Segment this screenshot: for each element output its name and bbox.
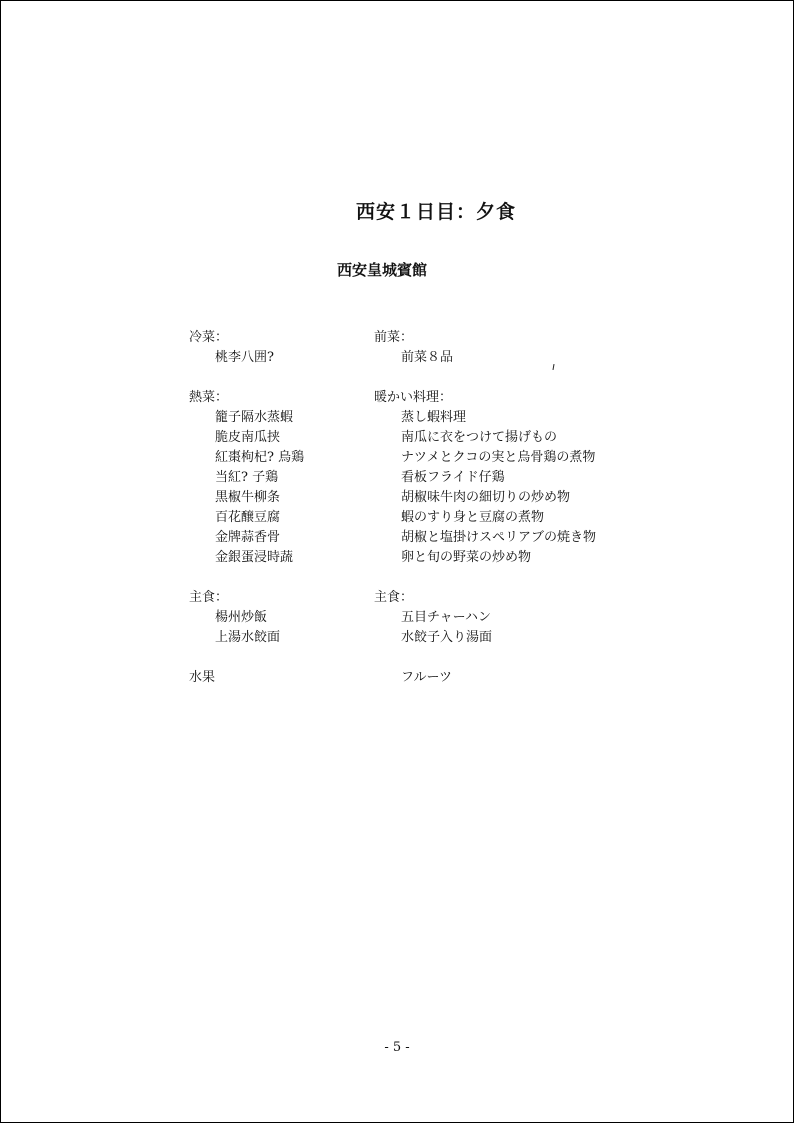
menu-item: ナツメとクコの実と烏骨鶏の煮物	[401, 450, 596, 465]
menu-item: 南瓜に衣をつけて揚げもの	[401, 430, 558, 445]
page-title: 西安１日目：夕食	[356, 201, 517, 223]
menu-item: 紅棗枸杞? 烏鶏	[215, 450, 305, 465]
section-heading-staple: 主食：	[189, 590, 229, 605]
fruit-heading: 水果	[189, 670, 216, 685]
menu-item: 看板フライド仔鶏	[401, 470, 505, 485]
section-heading-staple-jp: 主食：	[374, 590, 414, 605]
fruit-label-jp: フルーツ	[401, 670, 452, 685]
menu-item: 金銀蛋浸時蔬	[215, 550, 294, 565]
menu-item: 水餃子入り湯面	[401, 630, 493, 645]
menu-item: 籠子隔水蒸蝦	[215, 410, 294, 425]
menu-item: 蝦のすり身と豆腐の煮物	[401, 510, 545, 525]
chinese-menu-column	[189, 328, 304, 688]
menu-item: 前菜８品	[401, 350, 454, 365]
menu-item: 胡椒と塩掛けスペリアブの焼き物	[401, 530, 597, 545]
section-heading-appetizer: 前菜：	[374, 330, 414, 345]
menu-item: 胡椒味牛肉の細切りの炒め物	[401, 490, 571, 505]
section-heading-warm-dishes: 暖かい料理：	[374, 390, 453, 405]
menu-item: 卵と旬の野菜の炒め物	[401, 550, 532, 565]
menu-item: 五目チャーハン	[401, 610, 491, 625]
menu-item: 上湯水餃面	[215, 630, 281, 645]
menu-item: 黒椒牛柳条	[215, 490, 281, 505]
menu-item: 当紅? 子鶏	[215, 470, 279, 485]
menu-item: 楊州炒飯	[215, 610, 268, 625]
japanese-menu-column	[374, 328, 596, 688]
menu-item: 金牌蒜香骨	[215, 530, 281, 545]
menu-item: 蒸し蝦料理	[401, 410, 467, 425]
menu-item: 脆皮南瓜挟	[215, 430, 281, 445]
menu-item: 百花醸豆腐	[215, 510, 281, 525]
page-number: - 5 -	[384, 1040, 410, 1055]
section-heading-cold: 冷菜：	[189, 330, 229, 345]
section-heading-hot: 熱菜：	[189, 390, 229, 405]
menu-item: 桃李八囲?	[215, 350, 274, 365]
restaurant-name: 西安皇城賓館	[337, 261, 428, 279]
